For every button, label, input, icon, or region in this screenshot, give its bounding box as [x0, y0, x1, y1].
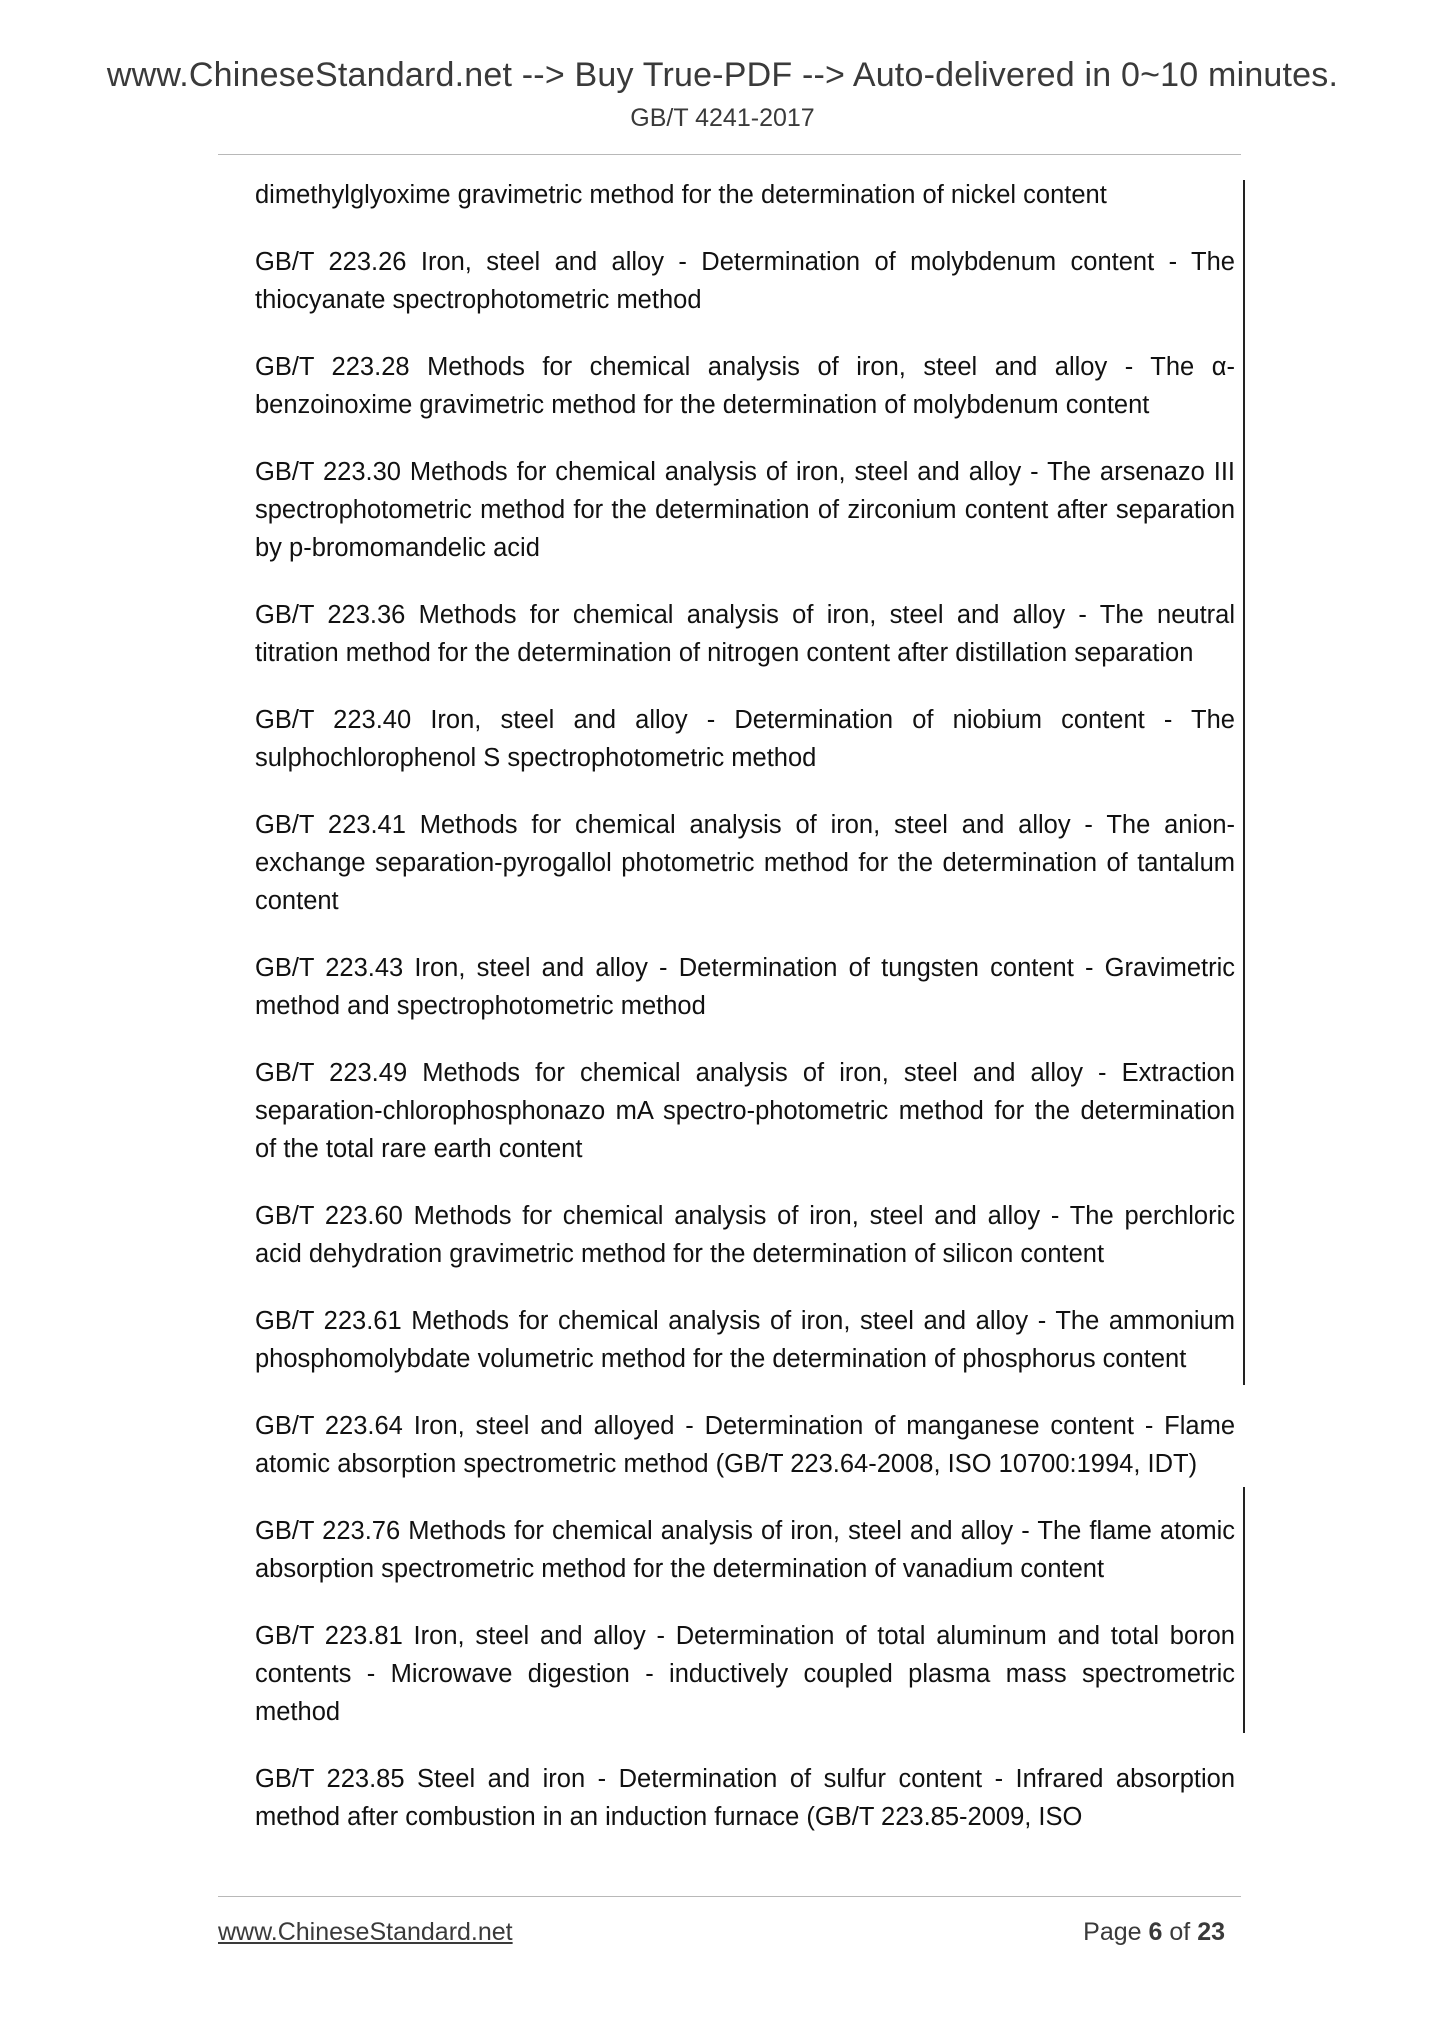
- reference-paragraph: dimethylglyoxime gravimetric method for the determination of nickel content: [255, 181, 1107, 209]
- reference-paragraph: GB/T 223.36 Methods for chemical analysis of iron, steel and alloy - The neutral titration method for the determination of nitrogen content after distillation separation: [255, 601, 1235, 667]
- reference-paragraph: GB/T 223.60 Methods for chemical analysis of iron, steel and alloy - The perchloric acid dehydration gravimetric method for the determination of silicon content: [255, 1202, 1235, 1268]
- reference-paragraph: GB/T 223.40 Iron, steel and alloy - Determination of niobium content - The sulphochlorophenol S spectrophotometric method: [255, 706, 1235, 772]
- page-of: of: [1169, 1918, 1191, 1946]
- footer-website-link[interactable]: www.ChineseStandard.net: [218, 1918, 513, 1946]
- reference-list: [255, 176, 1235, 1865]
- reference-paragraph: GB/T 223.43 Iron, steel and alloy - Determination of tungsten content - Gravimetric method and spectrophotometric method: [255, 954, 1235, 1020]
- page-current: 6: [1148, 1918, 1163, 1946]
- document-code: GB/T 4241-2017: [630, 104, 815, 132]
- reference-paragraph: GB/T 223.28 Methods for chemical analysis of iron, steel and alloy - The α-benzoinoxime gravimetric method for the determination of molybdenum content: [255, 353, 1235, 419]
- header-banner: www.ChineseStandard.net --> Buy True-PDF --> Auto-delivered in 0~10 minutes.: [106, 56, 1339, 94]
- revision-bar-1: [1243, 180, 1245, 1385]
- page-prefix: Page: [1083, 1918, 1142, 1946]
- reference-paragraph: GB/T 223.85 Steel and iron - Determination of sulfur content - Infrared absorption method after combustion in an induction furnace (GB/T 223.85-2009, ISO: [255, 1765, 1235, 1831]
- reference-paragraph: GB/T 223.41 Methods for chemical analysis of iron, steel and alloy - The anion-exchange separation-pyrogallol photometric method for the determination of tantalum content: [255, 811, 1235, 915]
- reference-paragraph: GB/T 223.76 Methods for chemical analysis of iron, steel and alloy - The flame atomic absorption spectrometric method for the determination of vanadium content: [255, 1517, 1235, 1583]
- page-number: [1083, 1918, 1225, 1947]
- reference-paragraph: GB/T 223.49 Methods for chemical analysis of iron, steel and alloy - Extraction separation-chlorophosphonazo mA spectro-photometric method for the determination of the total rare earth content: [255, 1059, 1235, 1163]
- reference-paragraph: GB/T 223.64 Iron, steel and alloyed - Determination of manganese content - Flame atomic absorption spectrometric method (GB/T 223.64-2008, ISO 10700:1994, IDT): [255, 1412, 1235, 1478]
- reference-paragraph: GB/T 223.61 Methods for chemical analysis of iron, steel and alloy - The ammonium phosphomolybdate volumetric method for the determination of phosphorus content: [255, 1307, 1235, 1373]
- footer-divider: [218, 1896, 1241, 1897]
- reference-paragraph: GB/T 223.81 Iron, steel and alloy - Determination of total aluminum and total boron contents - Microwave digestion - inductively coupled plasma mass spectrometric method: [255, 1622, 1235, 1726]
- revision-bar-2: [1243, 1487, 1245, 1733]
- reference-paragraph: GB/T 223.30 Methods for chemical analysis of iron, steel and alloy - The arsenazo III spectrophotometric method for the determination of zirconium content after separation by p-bromomandelic acid: [255, 458, 1235, 562]
- header-divider: [218, 154, 1241, 155]
- page-total: 23: [1197, 1918, 1225, 1946]
- reference-paragraph: GB/T 223.26 Iron, steel and alloy - Determination of molybdenum content - The thiocyanate spectrophotometric method: [255, 248, 1235, 314]
